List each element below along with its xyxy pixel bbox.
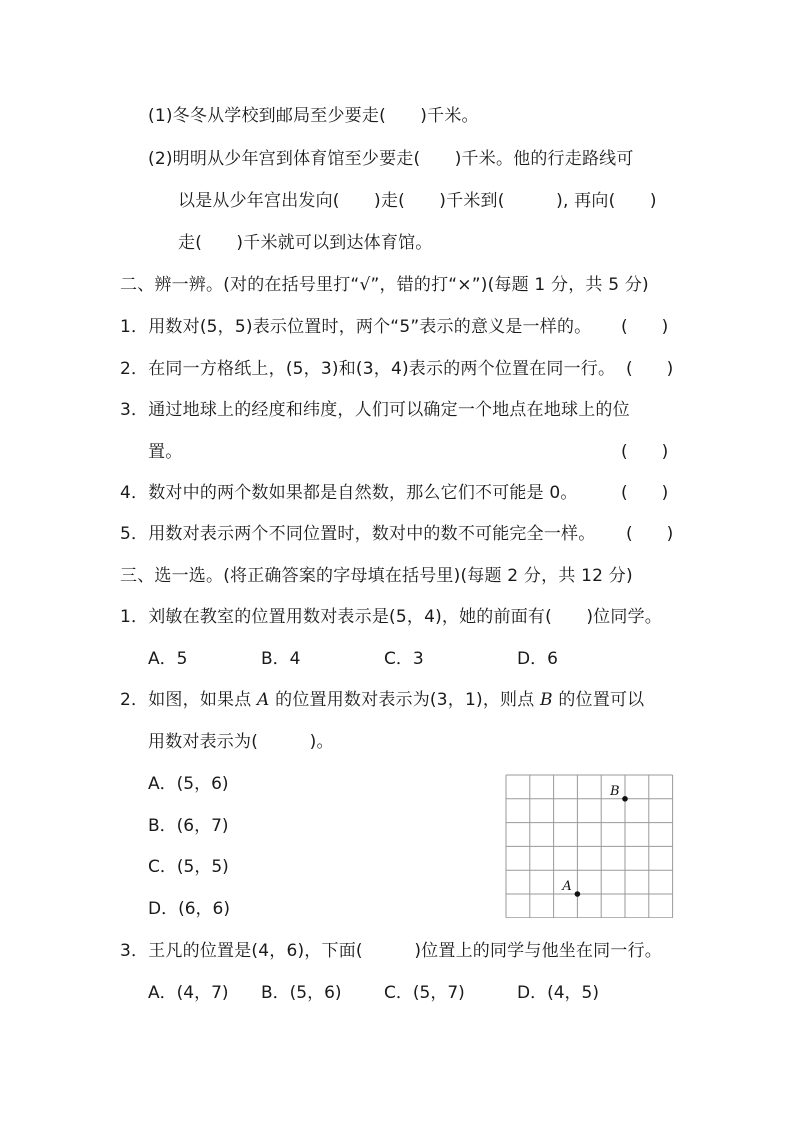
judge-bracket-2[interactable]: ( ): [626, 359, 674, 379]
judge-bracket-1[interactable]: ( ): [621, 317, 669, 337]
q1-option-d[interactable]: D．6: [517, 649, 558, 669]
choice-q1: 1．刘敏在教室的位置用数对表示是(5，4)，她的前面有( )位同学。: [120, 607, 662, 627]
point-b-label: B: [610, 783, 620, 799]
q2-text-line3: 走( )千米就可以到达体育馆。: [178, 233, 433, 253]
section-3-heading: 三、选一选。(将正确答案的字母填在括号里)(每题 2 分，共 12 分): [120, 566, 633, 586]
choice-q2: 2．如图，如果点 A 的位置用数对表示为(3，1)，则点 B 的位置可以: [120, 690, 645, 710]
choice-q3: 3．王凡的位置是(4，6)，下面( )位置上的同学与他坐在同一行。: [120, 941, 662, 961]
q1-option-c[interactable]: C．3: [384, 649, 424, 669]
point-b-dot: [622, 796, 628, 802]
coordinate-grid-figure: [505, 774, 675, 918]
q1-option-a[interactable]: A．5: [148, 649, 188, 669]
q2-option-b[interactable]: B．(6，7): [148, 816, 229, 836]
section-2-heading: 二、辨一辨。(对的在括号里打“√”，错的打“×”)(每题 1 分，共 5 分): [120, 275, 649, 295]
judge-item-4: 4．数对中的两个数如果都是自然数，那么它们不可能是 0。: [120, 483, 578, 503]
point-a-label: A: [562, 879, 572, 894]
judge-bracket-4[interactable]: ( ): [621, 483, 669, 503]
point-a-dot: [575, 891, 581, 897]
judge-item-3: 3．通过地球上的经度和纬度，人们可以确定一个地点在地球上的位: [120, 400, 630, 420]
judge-item-5: 5．用数对表示两个不同位置时，数对中的数不可能完全一样。: [120, 524, 596, 544]
choice-q2-line2: 用数对表示为( )。: [148, 732, 334, 752]
judge-bracket-3[interactable]: ( ): [621, 442, 669, 462]
q2-option-c[interactable]: C．(5，5): [148, 857, 229, 877]
judge-item-2: 2．在同一方格纸上，(5，3)和(3，4)表示的两个位置在同一行。: [120, 359, 616, 379]
q3-option-a[interactable]: A．(4，7): [148, 983, 229, 1003]
q2-text-line1: (2)明明从少年宫到体育馆至少要走( )千米。他的行走路线可: [148, 149, 634, 169]
q3-option-b[interactable]: B．(5，6): [261, 983, 342, 1003]
point-a-ref: A: [257, 690, 270, 710]
q2-option-d[interactable]: D．(6，6): [148, 899, 230, 919]
q2-text-line2: 以是从少年宫出发向( )走( )千米到( ), 再向( ): [178, 191, 657, 211]
point-b-ref: B: [540, 690, 553, 710]
q3-option-d[interactable]: D．(4，5): [517, 983, 599, 1003]
q2-option-a[interactable]: A．(5，6): [148, 774, 229, 794]
judge-item-3-cont: 置。: [148, 442, 183, 462]
judge-item-1: 1．用数对(5，5)表示位置时，两个“5”表示的意义是一样的。: [120, 317, 592, 337]
q1-option-b[interactable]: B．4: [261, 649, 301, 669]
q1-text: (1)冬冬从学校到邮局至少要走( )千米。: [148, 106, 479, 126]
q3-option-c[interactable]: C．(5，7): [384, 983, 465, 1003]
judge-bracket-5[interactable]: ( ): [626, 524, 674, 544]
